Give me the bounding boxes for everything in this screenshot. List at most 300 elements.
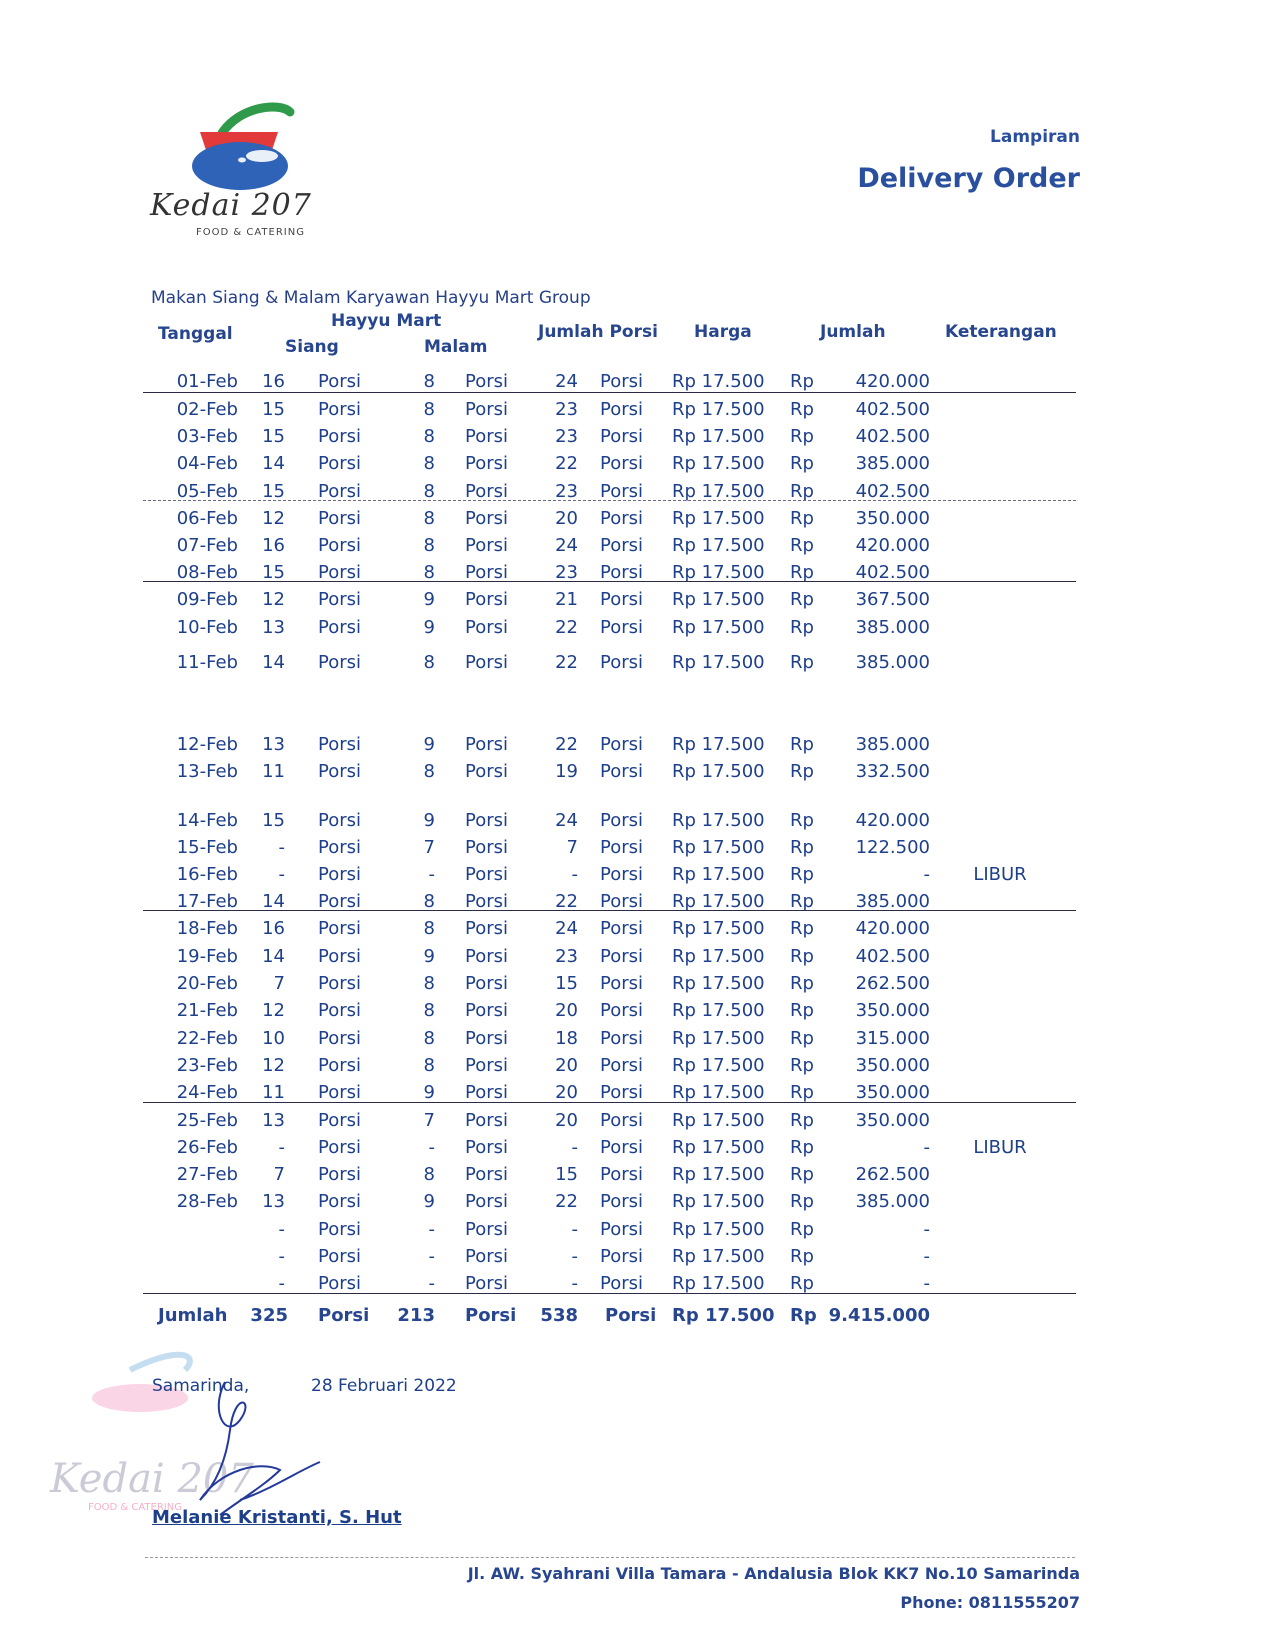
table-row	[0, 652, 1275, 679]
cell-unit-malam: Porsi	[465, 946, 509, 967]
cell-unit-siang: Porsi	[318, 562, 362, 583]
cell-malam: 8	[423, 481, 435, 502]
cell-unit-siang: Porsi	[318, 508, 362, 529]
cell-harga: Rp 17.500	[672, 1246, 765, 1267]
cell-unit-malam: Porsi	[465, 973, 509, 994]
cell-unit-porsi: Porsi	[600, 973, 644, 994]
cell-unit-siang: Porsi	[318, 1164, 362, 1185]
logo-tagline: FOOD & CATERING	[196, 227, 305, 238]
cell-siang: 16	[262, 535, 285, 556]
cell-jumlah: 350.000	[855, 1055, 930, 1076]
cell-unit-siang: Porsi	[318, 426, 362, 447]
cell-jumlah-porsi: 24	[555, 535, 578, 556]
cell-siang: 16	[262, 371, 285, 392]
cell-unit-siang: Porsi	[318, 617, 362, 638]
table-row	[0, 617, 1275, 644]
cell-jumlah: 122.500	[855, 837, 930, 858]
cell-jumlah: 385.000	[855, 1191, 930, 1212]
cell-malam: 9	[423, 617, 435, 638]
cell-rp: Rp	[790, 973, 814, 994]
cell-jumlah: -	[923, 864, 930, 885]
table-row	[0, 1219, 1275, 1246]
cell-rp: Rp	[790, 864, 814, 885]
table-row	[0, 508, 1275, 535]
cell-unit-malam: Porsi	[465, 1219, 509, 1240]
cell-siang: 15	[262, 399, 285, 420]
cell-rp: Rp	[790, 589, 814, 610]
cell-jumlah-porsi: 20	[555, 1110, 578, 1131]
cell-unit-malam: Porsi	[465, 837, 509, 858]
table-divider	[143, 392, 1076, 393]
total-siang: 325	[250, 1305, 288, 1326]
cell-siang: 13	[262, 1191, 285, 1212]
cell-tanggal: 15-Feb	[176, 837, 238, 858]
cell-unit-porsi: Porsi	[600, 1028, 644, 1049]
cell-unit-malam: Porsi	[465, 562, 509, 583]
cell-unit-porsi: Porsi	[600, 1137, 644, 1158]
table-divider	[143, 1293, 1076, 1294]
cell-unit-siang: Porsi	[318, 1246, 362, 1267]
table-row	[0, 891, 1275, 918]
cell-unit-porsi: Porsi	[600, 481, 644, 502]
signature-place: Samarinda,	[152, 1376, 250, 1396]
cell-siang: 11	[262, 761, 285, 782]
cell-rp: Rp	[790, 535, 814, 556]
cell-jumlah-porsi: 7	[566, 837, 578, 858]
cell-unit-malam: Porsi	[465, 734, 509, 755]
header-jumlah: Jumlah	[820, 322, 886, 342]
table-divider	[143, 500, 1076, 501]
cell-jumlah: 350.000	[855, 1000, 930, 1021]
cell-unit-siang: Porsi	[318, 864, 362, 885]
cell-malam: 8	[423, 1055, 435, 1076]
cell-unit-malam: Porsi	[465, 399, 509, 420]
cell-jumlah-porsi: 22	[555, 617, 578, 638]
cell-siang: 7	[273, 1164, 285, 1185]
cell-jumlah: -	[923, 1219, 930, 1240]
table-row	[0, 1191, 1275, 1218]
cell-siang: 12	[262, 508, 285, 529]
cell-unit-porsi: Porsi	[600, 453, 644, 474]
cell-harga: Rp 17.500	[672, 1082, 765, 1103]
cell-harga: Rp 17.500	[672, 535, 765, 556]
cell-tanggal: 05-Feb	[176, 481, 238, 502]
cell-rp: Rp	[790, 810, 814, 831]
cell-unit-siang: Porsi	[318, 1082, 362, 1103]
cell-unit-siang: Porsi	[318, 1273, 362, 1294]
cell-jumlah: -	[923, 1273, 930, 1294]
cell-rp: Rp	[790, 918, 814, 939]
cell-harga: Rp 17.500	[672, 562, 765, 583]
cell-harga: Rp 17.500	[672, 589, 765, 610]
lampiran-label: Lampiran	[990, 127, 1080, 147]
cell-tanggal: 07-Feb	[176, 535, 238, 556]
table-row	[0, 371, 1275, 398]
cell-harga: Rp 17.500	[672, 1055, 765, 1076]
cell-malam: 8	[423, 453, 435, 474]
cell-jumlah-porsi: -	[571, 1219, 578, 1240]
cell-malam: 9	[423, 734, 435, 755]
cell-siang: -	[278, 1273, 285, 1294]
cell-jumlah-porsi: 22	[555, 734, 578, 755]
cell-jumlah-porsi: 20	[555, 1082, 578, 1103]
cell-jumlah: 420.000	[855, 535, 930, 556]
cell-rp: Rp	[790, 1028, 814, 1049]
cell-rp: Rp	[790, 1082, 814, 1103]
cell-unit-malam: Porsi	[465, 810, 509, 831]
cell-harga: Rp 17.500	[672, 1191, 765, 1212]
cell-unit-porsi: Porsi	[600, 734, 644, 755]
cell-tanggal: 26-Feb	[176, 1137, 238, 1158]
table-divider	[143, 1102, 1076, 1103]
cell-malam: 8	[423, 973, 435, 994]
cell-rp: Rp	[790, 761, 814, 782]
cell-jumlah-porsi: -	[571, 1246, 578, 1267]
cell-unit-malam: Porsi	[465, 1137, 509, 1158]
cell-harga: Rp 17.500	[672, 891, 765, 912]
cell-harga: Rp 17.500	[672, 1273, 765, 1294]
cell-tanggal: 14-Feb	[176, 810, 238, 831]
cell-unit-porsi: Porsi	[600, 1164, 644, 1185]
cell-malam: 8	[423, 508, 435, 529]
cell-unit-malam: Porsi	[465, 481, 509, 502]
signature-date: 28 Februari 2022	[311, 1376, 457, 1396]
cell-unit-siang: Porsi	[318, 1191, 362, 1212]
cell-unit-porsi: Porsi	[600, 761, 644, 782]
cell-tanggal: 11-Feb	[176, 652, 238, 673]
cell-jumlah-porsi: -	[571, 1273, 578, 1294]
cell-harga: Rp 17.500	[672, 1028, 765, 1049]
cell-siang: 7	[273, 973, 285, 994]
cell-unit-siang: Porsi	[318, 453, 362, 474]
cell-harga: Rp 17.500	[672, 652, 765, 673]
cell-malam: 8	[423, 761, 435, 782]
cell-siang: 13	[262, 1110, 285, 1131]
cell-unit-siang: Porsi	[318, 371, 362, 392]
cell-malam: 9	[423, 1082, 435, 1103]
cell-unit-malam: Porsi	[465, 891, 509, 912]
cell-jumlah: 385.000	[855, 617, 930, 638]
cell-unit-porsi: Porsi	[600, 946, 644, 967]
cell-unit-porsi: Porsi	[600, 589, 644, 610]
total-unit-malam: Porsi	[465, 1305, 517, 1326]
cell-rp: Rp	[790, 617, 814, 638]
cell-siang: 15	[262, 481, 285, 502]
cell-malam: 7	[423, 1110, 435, 1131]
table-row	[0, 973, 1275, 1000]
cell-jumlah: 402.500	[855, 399, 930, 420]
cell-unit-porsi: Porsi	[600, 1273, 644, 1294]
cell-jumlah-porsi: 22	[555, 453, 578, 474]
cell-unit-porsi: Porsi	[600, 1246, 644, 1267]
cell-unit-siang: Porsi	[318, 1137, 362, 1158]
cell-malam: 8	[423, 1000, 435, 1021]
signer-name: Melanie Kristanti, S. Hut	[152, 1507, 402, 1528]
cell-rp: Rp	[790, 1273, 814, 1294]
table-row	[0, 1055, 1275, 1082]
document-subtitle: Makan Siang & Malam Karyawan Hayyu Mart Group	[151, 288, 591, 308]
cell-harga: Rp 17.500	[672, 508, 765, 529]
cell-harga: Rp 17.500	[672, 1164, 765, 1185]
cell-unit-siang: Porsi	[318, 734, 362, 755]
cell-jumlah-porsi: 18	[555, 1028, 578, 1049]
cell-siang: -	[278, 1246, 285, 1267]
cell-siang: 13	[262, 734, 285, 755]
cell-jumlah-porsi: 24	[555, 918, 578, 939]
cell-harga: Rp 17.500	[672, 399, 765, 420]
cell-rp: Rp	[790, 1191, 814, 1212]
table-row	[0, 761, 1275, 788]
cell-jumlah-porsi: 23	[555, 426, 578, 447]
total-unit-porsi: Porsi	[605, 1305, 657, 1326]
table-row	[0, 481, 1275, 508]
cell-malam: 8	[423, 1028, 435, 1049]
cell-siang: 12	[262, 1055, 285, 1076]
cell-jumlah-porsi: 21	[555, 589, 578, 610]
cell-malam: 9	[423, 589, 435, 610]
cell-unit-malam: Porsi	[465, 918, 509, 939]
cell-rp: Rp	[790, 891, 814, 912]
cell-siang: 13	[262, 617, 285, 638]
cell-malam: 9	[423, 946, 435, 967]
cell-jumlah: 315.000	[855, 1028, 930, 1049]
table-row	[0, 1273, 1275, 1300]
cell-jumlah-porsi: 22	[555, 1191, 578, 1212]
cell-harga: Rp 17.500	[672, 617, 765, 638]
cell-siang: -	[278, 837, 285, 858]
table-row	[0, 1000, 1275, 1027]
cell-unit-malam: Porsi	[465, 1110, 509, 1131]
table-row	[0, 399, 1275, 426]
cell-jumlah: 402.500	[855, 946, 930, 967]
cell-tanggal: 28-Feb	[176, 1191, 238, 1212]
table-row	[0, 734, 1275, 761]
cell-unit-porsi: Porsi	[600, 918, 644, 939]
cell-unit-siang: Porsi	[318, 837, 362, 858]
total-label: Jumlah	[158, 1305, 228, 1326]
cell-unit-porsi: Porsi	[600, 810, 644, 831]
footer-phone: Phone: 0811555207	[900, 1593, 1080, 1612]
cell-jumlah-porsi: 20	[555, 1055, 578, 1076]
cell-rp: Rp	[790, 837, 814, 858]
cell-jumlah: 420.000	[855, 371, 930, 392]
total-unit-siang: Porsi	[318, 1305, 370, 1326]
table-divider	[143, 581, 1076, 582]
cell-jumlah-porsi: 24	[555, 810, 578, 831]
logo-name: Kedai 207	[150, 188, 312, 223]
cell-unit-siang: Porsi	[318, 1055, 362, 1076]
cell-unit-porsi: Porsi	[600, 562, 644, 583]
cell-unit-malam: Porsi	[465, 453, 509, 474]
cell-unit-porsi: Porsi	[600, 891, 644, 912]
cell-tanggal: 20-Feb	[176, 973, 238, 994]
cell-unit-malam: Porsi	[465, 761, 509, 782]
cell-rp: Rp	[790, 453, 814, 474]
table-row	[0, 1082, 1275, 1109]
cell-unit-porsi: Porsi	[600, 864, 644, 885]
cell-rp: Rp	[790, 734, 814, 755]
cell-unit-malam: Porsi	[465, 1055, 509, 1076]
cell-tanggal: 12-Feb	[176, 734, 238, 755]
cell-jumlah: 420.000	[855, 918, 930, 939]
cell-malam: 8	[423, 426, 435, 447]
cell-unit-siang: Porsi	[318, 761, 362, 782]
table-row	[0, 453, 1275, 480]
page-title: Delivery Order	[857, 163, 1080, 194]
cell-unit-porsi: Porsi	[600, 1219, 644, 1240]
table-row	[0, 918, 1275, 945]
cell-malam: 8	[423, 399, 435, 420]
cell-unit-porsi: Porsi	[600, 535, 644, 556]
cell-harga: Rp 17.500	[672, 810, 765, 831]
cell-unit-siang: Porsi	[318, 652, 362, 673]
cell-unit-porsi: Porsi	[600, 1055, 644, 1076]
cell-rp: Rp	[790, 1246, 814, 1267]
cell-unit-siang: Porsi	[318, 1028, 362, 1049]
cell-harga: Rp 17.500	[672, 426, 765, 447]
cell-tanggal: 25-Feb	[176, 1110, 238, 1131]
cell-unit-siang: Porsi	[318, 1000, 362, 1021]
total-malam: 213	[397, 1305, 435, 1326]
cell-siang: 12	[262, 589, 285, 610]
cell-jumlah: 350.000	[855, 508, 930, 529]
cell-harga: Rp 17.500	[672, 1219, 765, 1240]
cell-rp: Rp	[790, 508, 814, 529]
header-hayyu-mart: Hayyu Mart	[331, 311, 442, 331]
cell-rp: Rp	[790, 1219, 814, 1240]
cell-tanggal: 08-Feb	[176, 562, 238, 583]
cell-siang: -	[278, 1219, 285, 1240]
cell-unit-malam: Porsi	[465, 535, 509, 556]
cell-keterangan: LIBUR	[973, 1137, 1027, 1158]
cell-unit-porsi: Porsi	[600, 837, 644, 858]
cell-malam: 8	[423, 535, 435, 556]
cell-unit-porsi: Porsi	[600, 1082, 644, 1103]
cell-unit-malam: Porsi	[465, 1246, 509, 1267]
cell-harga: Rp 17.500	[672, 761, 765, 782]
cell-siang: 15	[262, 810, 285, 831]
cell-tanggal: 27-Feb	[176, 1164, 238, 1185]
cell-jumlah-porsi: 23	[555, 562, 578, 583]
cell-siang: 14	[262, 652, 285, 673]
cell-unit-malam: Porsi	[465, 1082, 509, 1103]
cell-jumlah: 262.500	[855, 973, 930, 994]
cell-unit-porsi: Porsi	[600, 508, 644, 529]
cell-jumlah-porsi: 23	[555, 481, 578, 502]
cell-tanggal: 09-Feb	[176, 589, 238, 610]
cell-unit-siang: Porsi	[318, 1219, 362, 1240]
cell-malam: 8	[423, 562, 435, 583]
cell-unit-malam: Porsi	[465, 426, 509, 447]
svg-text:FOOD & CATERING: FOOD & CATERING	[88, 1502, 182, 1513]
cell-jumlah: 385.000	[855, 891, 930, 912]
cell-unit-siang: Porsi	[318, 399, 362, 420]
table-row	[0, 1137, 1275, 1164]
header-jumlah-porsi: Jumlah Porsi	[538, 322, 658, 342]
cell-harga: Rp 17.500	[672, 837, 765, 858]
cell-malam: -	[428, 864, 435, 885]
table-row	[0, 535, 1275, 562]
cell-rp: Rp	[790, 1055, 814, 1076]
cell-rp: Rp	[790, 652, 814, 673]
cell-siang: 10	[262, 1028, 285, 1049]
cell-harga: Rp 17.500	[672, 1137, 765, 1158]
cell-unit-siang: Porsi	[318, 1110, 362, 1131]
cell-jumlah-porsi: -	[571, 864, 578, 885]
cell-malam: -	[428, 1273, 435, 1294]
cell-harga: Rp 17.500	[672, 1000, 765, 1021]
header-malam: Malam	[424, 337, 488, 357]
cell-unit-malam: Porsi	[465, 652, 509, 673]
table-row	[0, 810, 1275, 837]
table-row	[0, 562, 1275, 589]
total-porsi: 538	[540, 1305, 578, 1326]
cell-malam: 8	[423, 1164, 435, 1185]
footer-address: Jl. AW. Syahrani Villa Tamara - Andalusia Blok KK7 No.10 Samarinda	[467, 1564, 1080, 1583]
cell-jumlah: 332.500	[855, 761, 930, 782]
cell-jumlah-porsi: -	[571, 1137, 578, 1158]
cell-harga: Rp 17.500	[672, 1110, 765, 1131]
cell-harga: Rp 17.500	[672, 946, 765, 967]
cell-jumlah: 402.500	[855, 481, 930, 502]
cell-jumlah-porsi: 22	[555, 652, 578, 673]
cell-tanggal: 10-Feb	[176, 617, 238, 638]
cell-unit-malam: Porsi	[465, 1191, 509, 1212]
cell-rp: Rp	[790, 1110, 814, 1131]
cell-unit-porsi: Porsi	[600, 1110, 644, 1131]
cell-malam: -	[428, 1219, 435, 1240]
table-row	[0, 1246, 1275, 1273]
svg-text:Kedai 207: Kedai 207	[50, 1456, 254, 1502]
cell-jumlah: -	[923, 1246, 930, 1267]
cell-unit-malam: Porsi	[465, 508, 509, 529]
cell-unit-malam: Porsi	[465, 1273, 509, 1294]
cell-jumlah: 350.000	[855, 1082, 930, 1103]
header-keterangan: Keterangan	[945, 322, 1057, 342]
cell-unit-siang: Porsi	[318, 481, 362, 502]
cell-tanggal: 24-Feb	[176, 1082, 238, 1103]
table-row	[0, 1164, 1275, 1191]
cell-harga: Rp 17.500	[672, 918, 765, 939]
cell-tanggal: 13-Feb	[176, 761, 238, 782]
cell-keterangan: LIBUR	[973, 864, 1027, 885]
cell-jumlah-porsi: 20	[555, 508, 578, 529]
cell-tanggal: 17-Feb	[176, 891, 238, 912]
cell-siang: 14	[262, 453, 285, 474]
cell-harga: Rp 17.500	[672, 973, 765, 994]
cell-unit-siang: Porsi	[318, 891, 362, 912]
cell-jumlah-porsi: 24	[555, 371, 578, 392]
cell-siang: 14	[262, 946, 285, 967]
cell-unit-porsi: Porsi	[600, 399, 644, 420]
cell-malam: 9	[423, 810, 435, 831]
cell-unit-siang: Porsi	[318, 918, 362, 939]
total-harga: Rp 17.500	[672, 1305, 775, 1326]
cell-unit-malam: Porsi	[465, 617, 509, 638]
cell-harga: Rp 17.500	[672, 734, 765, 755]
cell-malam: 9	[423, 1191, 435, 1212]
cell-jumlah: -	[923, 1137, 930, 1158]
cell-tanggal: 16-Feb	[176, 864, 238, 885]
cell-malam: 8	[423, 891, 435, 912]
cell-tanggal: 21-Feb	[176, 1000, 238, 1021]
cell-harga: Rp 17.500	[672, 864, 765, 885]
cell-unit-malam: Porsi	[465, 589, 509, 610]
cell-unit-porsi: Porsi	[600, 1000, 644, 1021]
cell-rp: Rp	[790, 562, 814, 583]
cell-rp: Rp	[790, 399, 814, 420]
cell-rp: Rp	[790, 1000, 814, 1021]
